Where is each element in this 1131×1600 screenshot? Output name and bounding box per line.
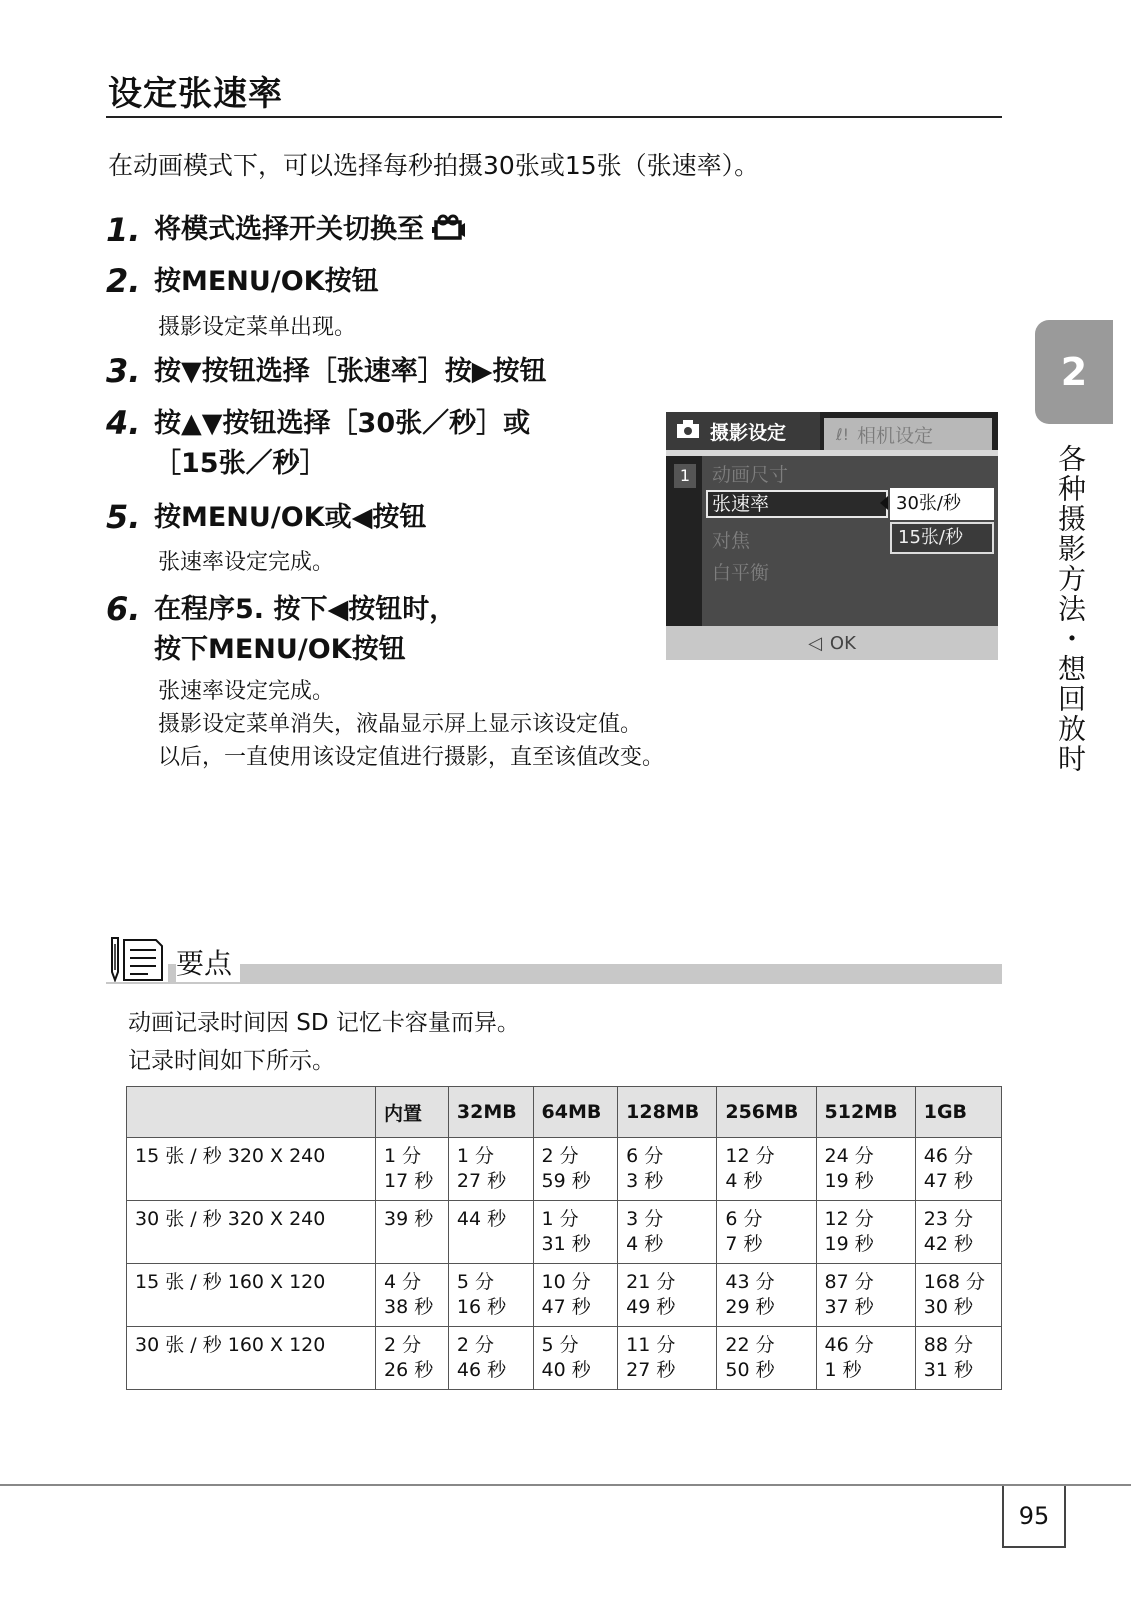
intro-text: 在动画模式下，可以选择每秒拍摄30张或15张（张速率）。 (108, 151, 760, 180)
table-cell-line: 10 分 (541, 1271, 591, 1293)
step-4 (106, 404, 530, 484)
step-text-line1: 按▲▼按钮选择［30张／秒］或 (154, 408, 531, 439)
menu-item-focus: 对焦 (712, 530, 751, 552)
table-cell (816, 1138, 915, 1201)
memo-line-1: 动画记录时间因 SD 记忆卡容量而异。 (128, 1010, 520, 1036)
step-2 (106, 262, 379, 302)
table-cell-line: 46 分 (923, 1145, 973, 1167)
memo-title: 要点 (176, 942, 240, 982)
step-1 (106, 210, 466, 250)
table-cell-line: 5 分 (456, 1271, 495, 1293)
table-cell-line: 22 分 (725, 1334, 775, 1356)
menu-item-frame-rate-selected: 张速率 (706, 490, 888, 518)
table-cell-line: 42 秒 (923, 1233, 973, 1255)
option-15fps: 15张/秒 (890, 522, 994, 554)
table-cell (533, 1201, 618, 1264)
table-cell-line: 38 秒 (384, 1296, 434, 1318)
step-number: 6. (106, 590, 141, 628)
table-header-cell: 128MB (618, 1087, 717, 1138)
table-header-cell: 内置 (376, 1087, 449, 1138)
wrench-icon: ℓ! (836, 424, 850, 444)
table-cell (717, 1264, 816, 1327)
left-arrow-icon: ◁ (808, 632, 822, 654)
movie-mode-icon (432, 214, 466, 246)
table-cell-line: 39 秒 (384, 1208, 434, 1230)
table-cell-line: 12 分 (725, 1145, 775, 1167)
table-cell-line: 19 秒 (824, 1233, 874, 1255)
table-cell-line: 37 秒 (824, 1296, 874, 1318)
step-text: 将模式选择开关切换至 (154, 214, 424, 245)
table-cell-line: 50 秒 (725, 1359, 775, 1381)
step-number: 4. (106, 404, 141, 442)
table-header-cell: 256MB (717, 1087, 816, 1138)
recording-time-table (126, 1086, 1002, 1390)
table-header-cell: 64MB (533, 1087, 618, 1138)
table-cell (448, 1327, 533, 1390)
step-text-line2: ［15张／秒］ (154, 448, 327, 479)
tab-shooting-settings (666, 412, 820, 450)
table-cell-line: 1 分 (456, 1145, 495, 1167)
step-6 (106, 590, 456, 670)
table-cell (376, 1327, 449, 1390)
table-cell-line: 44 秒 (456, 1208, 507, 1230)
menu-item-movie-size: 动画尺寸 (712, 464, 789, 486)
table-cell (717, 1138, 816, 1201)
camera-lcd-screen (666, 412, 998, 660)
memo-line-2: 记录时间如下所示。 (128, 1048, 335, 1074)
footer-divider (0, 1484, 1131, 1486)
chapter-tab: 2 (1035, 320, 1113, 424)
table-header-row (127, 1087, 1002, 1138)
table-cell-line: 27 秒 (626, 1359, 676, 1381)
step-6-note-2: 摄影设定菜单消失，液晶显示屏上显示该设定值。 (158, 712, 643, 737)
table-header-cell (127, 1087, 376, 1138)
table-cell-line: 46 秒 (456, 1359, 507, 1381)
table-cell-line: 16 秒 (456, 1296, 507, 1318)
table-cell-line: 1 分 (541, 1208, 579, 1230)
table-header-cell: 1GB (915, 1087, 1001, 1138)
table-cell (448, 1201, 533, 1264)
table-cell-line: 24 分 (824, 1145, 874, 1167)
tab-camera-settings (824, 418, 992, 450)
table-cell-line: 27 秒 (456, 1170, 507, 1192)
table-cell (376, 1138, 449, 1201)
step-6-note-3: 以后，一直使用该设定值进行摄影，直至该值改变。 (158, 745, 665, 770)
table-cell-line: 46 分 (824, 1334, 874, 1356)
table-cell-line: 6 分 (626, 1145, 664, 1167)
table-cell-line (457, 1232, 525, 1257)
tab-shooting-label: 摄影设定 (710, 421, 787, 444)
step-6-note-1: 张速率设定完成。 (158, 679, 335, 704)
table-cell-line: 88 分 (923, 1334, 973, 1356)
table-cell-line: 47 秒 (923, 1170, 973, 1192)
left-arrow-icon (880, 496, 888, 510)
page-number: 95 (1002, 1486, 1066, 1548)
page-title: 设定张速率 (108, 74, 283, 114)
table-cell-line: 59 秒 (541, 1170, 591, 1192)
table-row (127, 1138, 1002, 1201)
step-number: 5. (106, 498, 141, 536)
table-row-label: 30 张 / 秒 160 X 120 (127, 1327, 376, 1390)
table-cell-line: 29 秒 (725, 1296, 775, 1318)
camera-icon (676, 419, 700, 444)
menu-item-white-balance: 白平衡 (712, 562, 770, 584)
table-cell (915, 1138, 1001, 1201)
memo-icon (106, 936, 168, 982)
memo-bar (106, 964, 1002, 984)
step-text-line1: 在程序5. 按下◀按钮时， (154, 594, 457, 625)
table-cell (816, 1201, 915, 1264)
lcd-footer (666, 626, 998, 660)
table-header-cell: 32MB (448, 1087, 533, 1138)
table-cell (915, 1264, 1001, 1327)
table-cell (618, 1327, 717, 1390)
table-cell-line: 3 分 (626, 1208, 664, 1230)
table-cell-line: 43 分 (725, 1271, 775, 1293)
table-cell-line: 17 秒 (384, 1170, 434, 1192)
table-row-label: 15 张 / 秒 320 X 240 (127, 1138, 376, 1201)
option-30fps-selected: 30张/秒 (890, 488, 994, 520)
table-cell-line: 31 秒 (541, 1233, 591, 1255)
table-cell-line: 11 分 (626, 1334, 676, 1356)
step-2-note: 摄影设定菜单出现。 (158, 315, 357, 340)
table-cell (376, 1264, 449, 1327)
table-cell (533, 1327, 618, 1390)
table-row-label: 30 张 / 秒 320 X 240 (127, 1201, 376, 1264)
table-row (127, 1327, 1002, 1390)
table-cell-line: 4 秒 (725, 1170, 763, 1192)
table-cell (717, 1201, 816, 1264)
ok-label: OK (829, 632, 856, 654)
table-cell (618, 1201, 717, 1264)
step-text: 按▼按钮选择［张速率］按▶按钮 (154, 356, 547, 387)
table-cell (618, 1138, 717, 1201)
table-row (127, 1201, 1002, 1264)
table-cell (448, 1264, 533, 1327)
table-cell-line: 1 秒 (824, 1359, 862, 1381)
table-cell (618, 1264, 717, 1327)
table-cell-line: 21 分 (626, 1271, 676, 1293)
table-cell (915, 1201, 1001, 1264)
table-cell-line: 40 秒 (541, 1359, 591, 1381)
title-divider (106, 116, 1002, 118)
step-5-note: 张速率设定完成。 (158, 550, 335, 575)
step-number: 1. (106, 211, 141, 249)
step-text: 按MENU/OK按钮 (154, 266, 379, 297)
table-cell (448, 1138, 533, 1201)
table-cell-line: 19 秒 (824, 1170, 874, 1192)
table-cell-line: 30 秒 (923, 1296, 973, 1318)
step-text-line2: 按下MENU/OK按钮 (154, 634, 406, 665)
table-cell (533, 1264, 618, 1327)
table-cell-line: 31 秒 (923, 1359, 973, 1381)
table-cell (915, 1327, 1001, 1390)
table-cell (816, 1264, 915, 1327)
step-text: 按MENU/OK或◀按钮 (154, 502, 427, 533)
table-cell-line: 2 分 (456, 1334, 495, 1356)
table-cell-line: 23 分 (923, 1208, 973, 1230)
step-number: 3. (106, 352, 141, 390)
menu-page-number: 1 (674, 464, 696, 488)
table-header-cell: 512MB (816, 1087, 915, 1138)
table-cell-line: 6 分 (725, 1208, 763, 1230)
table-cell-line: 3 秒 (626, 1170, 664, 1192)
step-5 (106, 498, 426, 538)
table-cell-line (384, 1232, 440, 1257)
table-cell-line: 26 秒 (384, 1359, 434, 1381)
table-cell-line: 7 秒 (725, 1233, 763, 1255)
table-cell-line: 47 秒 (541, 1296, 591, 1318)
table-cell-line: 49 秒 (626, 1296, 676, 1318)
table-cell-line: 2 分 (541, 1145, 579, 1167)
tab-camera-label: 相机设定 (857, 424, 934, 447)
table-row-label: 15 张 / 秒 160 X 120 (127, 1264, 376, 1327)
step-3 (106, 352, 547, 392)
table-cell-line: 12 分 (824, 1208, 874, 1230)
table-cell (717, 1327, 816, 1390)
table-cell-line: 87 分 (824, 1271, 874, 1293)
table-cell-line: 4 分 (384, 1271, 422, 1293)
table-cell-line: 1 分 (384, 1145, 422, 1167)
step-number: 2. (106, 262, 141, 300)
table-cell (816, 1327, 915, 1390)
table-cell-line: 5 分 (541, 1334, 579, 1356)
chapter-label: 各种摄影方法・想回放时 (1054, 444, 1087, 774)
table-cell-line: 4 秒 (626, 1233, 664, 1255)
table-row (127, 1264, 1002, 1327)
table-cell (376, 1201, 449, 1264)
table-cell-line: 2 分 (384, 1334, 422, 1356)
table-cell (533, 1138, 618, 1201)
table-cell-line: 168 分 (923, 1271, 986, 1293)
